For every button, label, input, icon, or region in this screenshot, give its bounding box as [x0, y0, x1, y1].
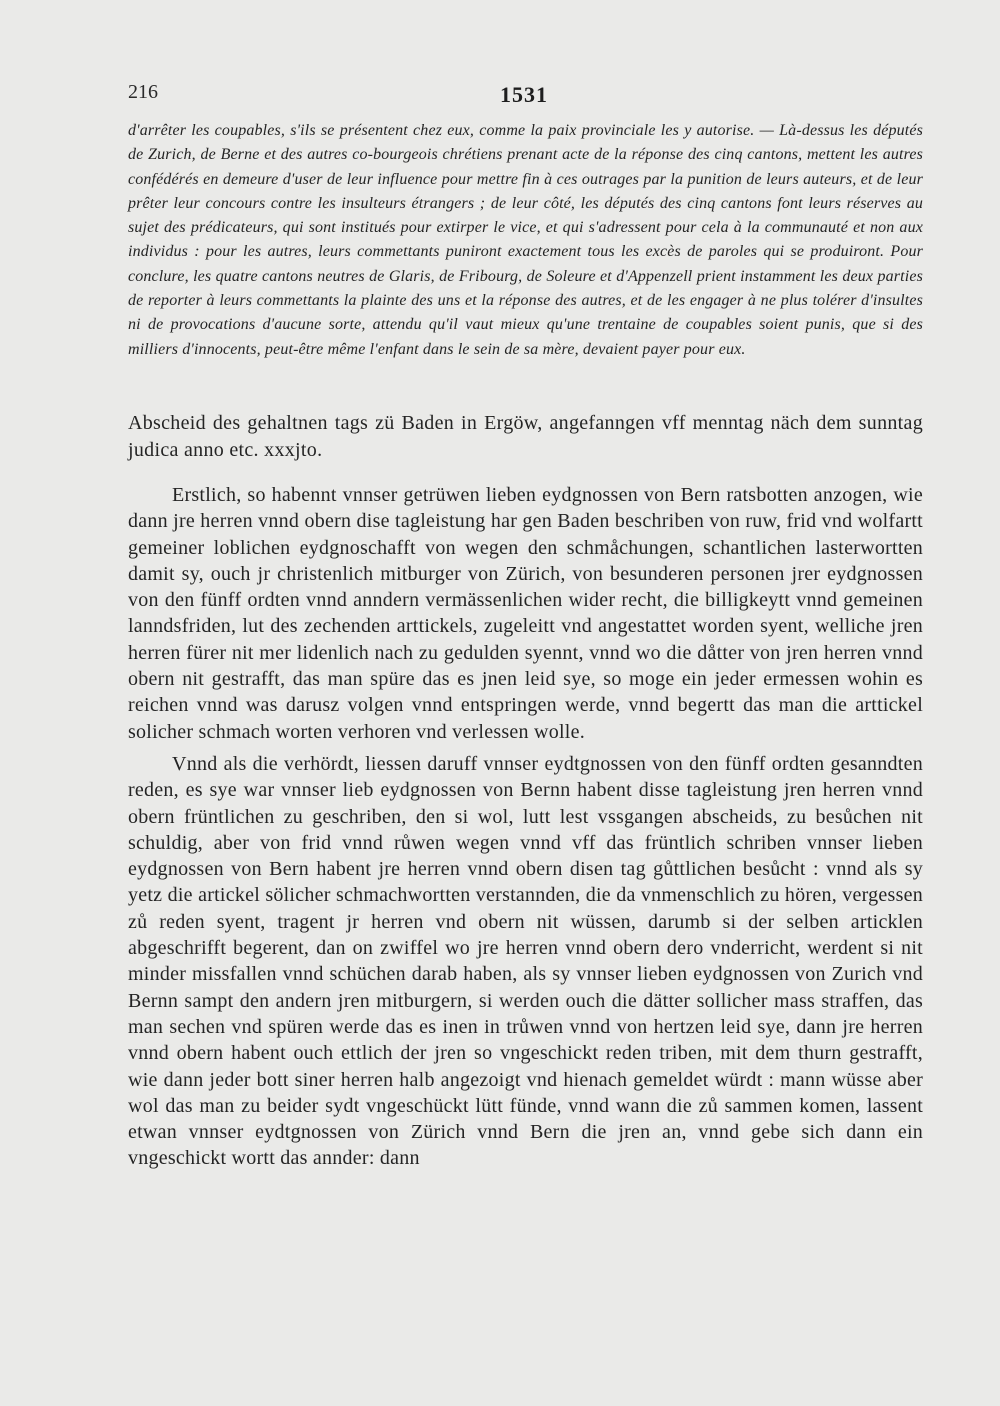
main-text	[128, 482, 923, 1172]
french-summary: d'arrêter les coupables, s'ils se présentent chez eux, comme la paix provinciale les y autorise. — Là-dessus les députés de Zurich, de Berne et des autres co-bourgeois chrétiens prenant acte de la réponse des cinq cantons, mettent les autres confédérés en demeure d'user de leur influence pour mettre fin à ces outrages par la punition de leurs auteurs, et de leur prêter leur concours contre les insulteurs étrangers ; de leur côté, les députés des cinq cantons font leurs réserves au sujet des prédicateurs, qui sont institués pour extirper le vice, et qui s'adressent pour cela à la communauté et non aux individus : pour les autres, leurs commettants puniront exactement tous les excès de paroles qui se produiront. Pour conclure, les quatre cantons neutres de Glaris, de Fribourg, de Soleure et d'Appenzell prient instamment les deux parties de reporter à leurs commettants la plainte des uns et la réponse des autres, et de les engager à ne plus tolérer d'insultes ni de provocations d'aucune sorte, attendu qu'il vaut mieux qu'une trentaine de coupables soient punis, que si des milliers d'innocents, peut-être même l'enfant dans le sein de sa mère, devaient payer pour eux.	[128, 122, 923, 358]
paragraph: Vnnd als die verhördt, liessen daruff vnnser eydtgnossen von den fünff ordten gesanndten reden, es sye war vnnser lieb eydgnossen von Bernn habent disse tagleistung jren herren vnnd obern früntlichen zu geschriben, den si wol, lutt lest vssgangen abscheids, zu besůchen nit schuldig, aber von frid vnnd růwen wegen vnnd vff das früntlich schriben vnnser lieben eydgnossen von Bern habent jre herren vnnd obern disen tag gůttlichen besůcht : vnnd als sy yetz die artickel sölicher schmachwortten verstannden, die da vnmenschlich zu hören, vergessen zů reden syent, tragent jr herren vnd obern nit wüssen, darumb si der selben articklen abgeschrifft begerent, dan on zwiffel wo jre herren vnnd obern dero vnderricht, werdent si nit minder missfallen vnnd schüchen darab haben, als sy vnnser lieben eydgnossen von Zurich vnd Bernn sampt den andern jren mitburgern, si werden ouch die dätter sollicher mass straffen, das man sechen vnd spüren werde das es inen in trůwen vnnd von hertzen leid sye, dann jre herren vnnd obern habent ouch ettlich der jren so vngeschickt reden triben, mit dem thurn gestrafft, wie dann jeder bott siner herren halb angezoigt vnd hienach gemeldet würdt : mann wüsse aber wol das man zu beider sydt vngeschückt lütt fünde, vnnd wann die zů sammen komen, lassent etwan vnnser eydtgnossen von Zürich vnnd Bern die jren an, vnnd gebe sich dann ein vngeschickt wortt das annder: dann	[128, 752, 923, 1170]
paragraph: Erstlich, so habennt vnnser getrüwen lieben eydgnossen von Bern ratsbotten anzogen, wie dann jre herren vnnd obern dise tagleistung har gen Baden beschriben von ruw, frid vnd wolfartt gemeiner loblichen eydgnoschafft von wegen den schmåchungen, schantlichen lasterwortten damit sy, ouch jr christenlich mitburger von Zürich, von besunderen personen jrer eydgnossen von den fünff ordten vnnd anndern vermässenlichen wider recht, die billigkeytt vnnd gemeinen lanndsfriden, lut des zechenden arttickels, zugeleitt vnd angestattet worden syent, welliche jren herren fürer nit mer lidenlich nach zu gedulden syennt, vnnd wo die dåtter von jren herren vnnd obern nit gestrafft, das man spüre das es jnen leid sye, so moge ein jeder ermessen wohin es reichen vnnd was darusz volgen vnnd entspringen werde, vnnd begertt das man die arttickel solicher schmach worten verhoren vnd verlessen wolle.	[128, 484, 923, 743]
page-number: 216	[128, 81, 158, 103]
page-year-heading: 1531	[500, 82, 548, 107]
document-heading: Abscheid des gehaltnen tags zü Baden in Ergöw, angefanngen vff menntag näch dem sunntag judica anno etc. xxxjto.	[128, 412, 923, 461]
